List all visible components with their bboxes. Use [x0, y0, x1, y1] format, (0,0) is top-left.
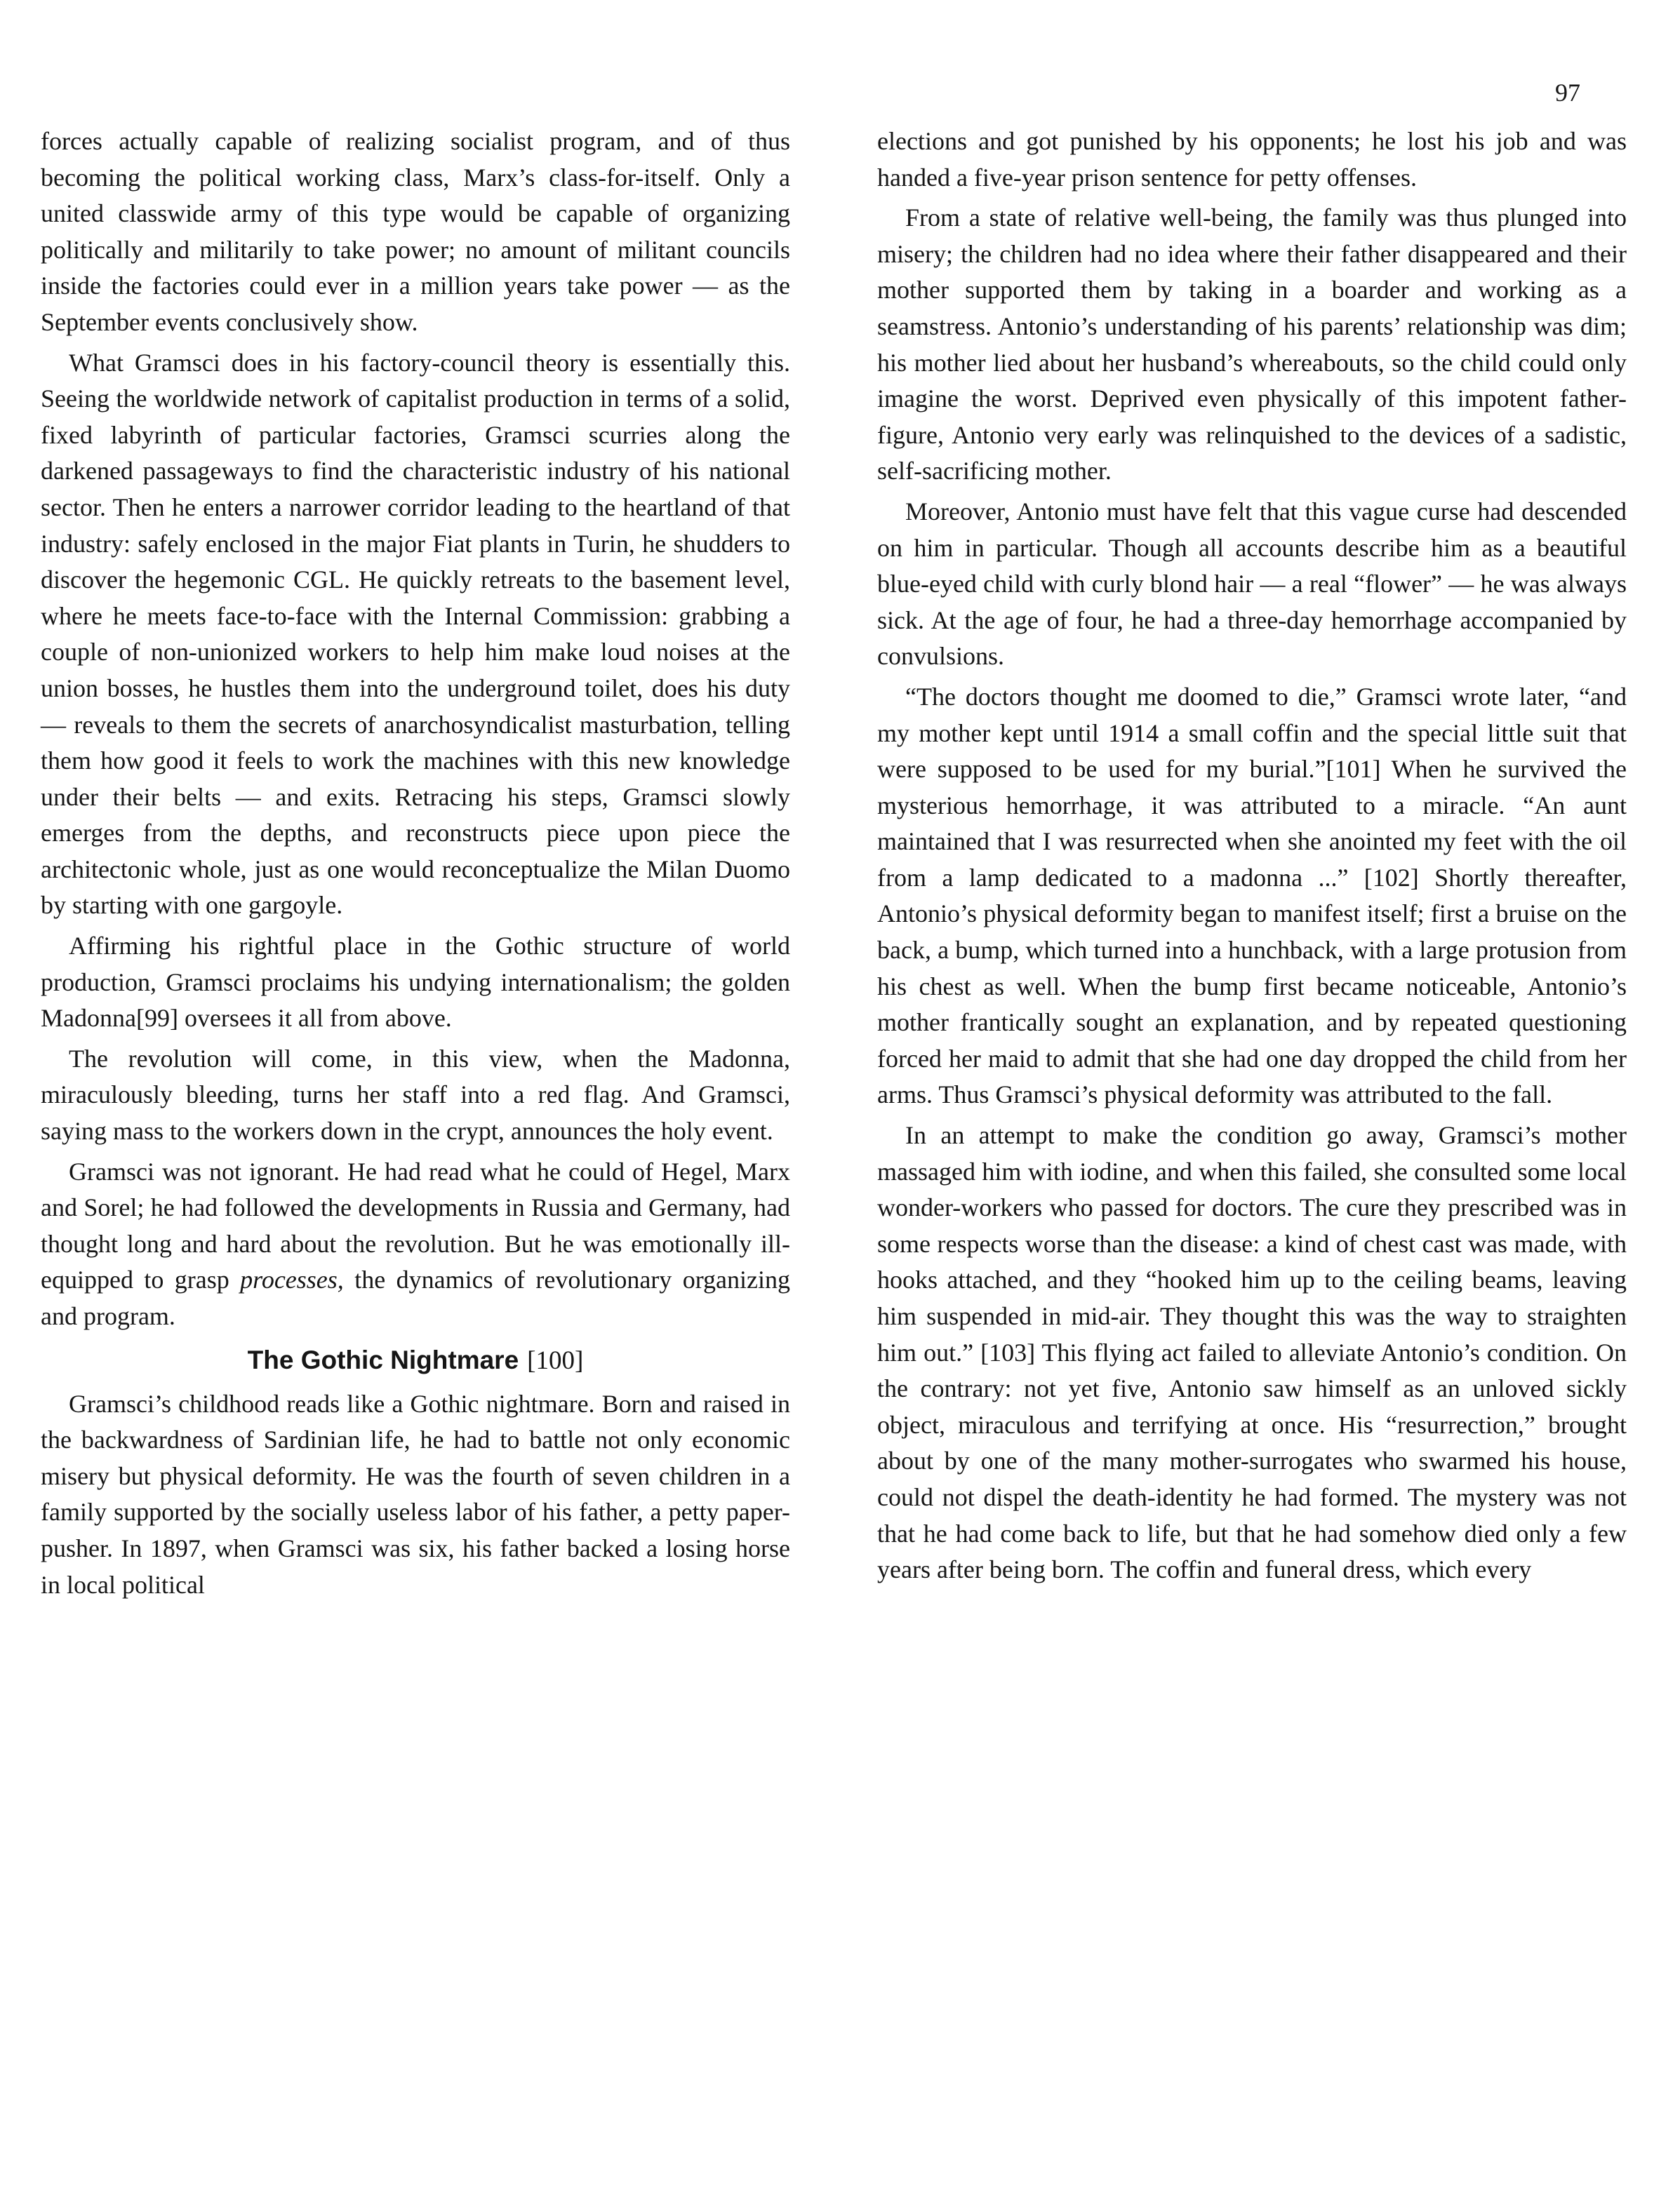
right-column [877, 123, 1627, 1593]
paragraph: What Gramsci does in his factory-council theory is essentially this. Seeing the worldwide network of capitalist production in terms of a solid, fixed labyrinth of particular factories, Gramsci scurries along the darkened passageways to find the characteristic industry of his national sector. Then he enters a narrower corridor leading to the heartland of that industry: safely enclosed in the major Fiat plants in Turin, he shudders to discover the hegemonic CGL. He quickly retreats to the basement level, where he meets face-to-face with the Internal Commission: grabbing a couple of non-unionized workers to help him make loud noises at the union bosses, he hustles them into the underground toilet, does his duty — reveals to them the secrets of anarchosyndicalist masturbation, telling them how good it feels to work the machines with this new knowledge under their belts — and exits. Retracing his steps, Gramsci slowly emerges from the depths, and reconstructs piece upon piece the architectonic whole, just as one would reconceptualize the Milan Duomo by starting with one gargoyle. [41, 348, 790, 920]
paragraph-text: the dynamics of revolutionary organizing and program. [41, 1266, 790, 1330]
paragraph: Affirming his rightful place in the Gothic structure of world production, Gramsci proclaims his undying internationalism; the golden Madonna[99] oversees it all from above. [41, 932, 790, 1033]
page-number: 97 [1555, 79, 1580, 107]
emphasis-text: processes, [240, 1266, 344, 1294]
section-heading [41, 1341, 790, 1381]
paragraph [41, 1154, 790, 1335]
paragraph: “The doctors thought me doomed to die,” Gramsci wrote later, “and my mother kept until 1914 a small coffin and the special little suit that were supposed to be used for my burial.”[101] When he survived the mysterious hemorrhage, it was attributed to a miracle. “An aunt maintained that I was resurrected when she anointed my feet with the oil from a lamp dedicated to a madonna ...” [102] Shortly thereafter, Antonio’s physical deformity began to manifest itself; first a bruise on the back, a bump, which turned into a hunchback, with a large protusion from his chest as well. When the bump first became noticeable, Antonio’s mother frantically sought an explanation, and by repeated questioning forced her maid to admit that she had one day dropped the child from her arms. Thus Gramsci’s physical deformity was attributed to the fall. [877, 682, 1627, 1109]
paragraph-continued: forces actually capable of realizing socialist program, and of thus becoming the political working class, Marx’s class-for-itself. Only a united classwide army of this type would be capable of organizing politically and militarily to take power; no amount of militant councils inside the factories could ever in a million years take power — as the September events conclusively show. [41, 127, 790, 336]
left-column [41, 123, 790, 1607]
paragraph: Moreover, Antonio must have felt that this vague curse had descended on him in particular. Though all accounts describe him as a beautiful blue-eyed child with curly blond hair — a real “flower” — he was always sick. At the age of four, he had a three-day hemorrhage accompanied by convulsions. [877, 497, 1627, 671]
paragraph-text: Gramsci was not ignorant. He had read what he could of Hegel, Marx and Sorel; he had followed the developments in Russia and Germany, had thought long and hard about the revolution. But he was emotionally ill-equipped to grasp [41, 1157, 790, 1294]
paragraph: Gramsci’s childhood reads like a Gothic nightmare. Born and raised in the backwardness of Sardinian life, he had to battle not only economic misery but physical deformity. He was the fourth of seven children in a family supported by the socially useless labor of his father, a petty paper-pusher. In 1897, when Gramsci was six, his father backed a losing horse in local political [41, 1389, 790, 1599]
section-heading-reference: [100] [527, 1346, 584, 1375]
paragraph: In an attempt to make the condition go away, Gramsci’s mother massaged him with iodine, and when this failed, she consulted some local wonder-workers who passed for doctors. The cure they prescribed was in some respects worse than the disease: a kind of chest cast was made, with hooks attached, and they “hooked him up to the ceiling beams, leaving him suspended in mid-air. They thought this was the way to straighten him out.” [103] This flying act failed to alleviate Antonio’s condition. On the contrary: not yet five, Antonio saw himself as an unloved sickly object, miraculous and terrifying at once. His “resurrection,” brought about by one of the many mother-surrogates who swarmed his house, could not dispel the death-identity he had formed. The mystery was not that he had come back to life, but that he had somehow died only a few years after being born. The coffin and funeral dress, which every [877, 1121, 1627, 1584]
paragraph: From a state of relative well-being, the family was thus plunged into misery; the children had no idea where their father disappeared and their mother supported them by taking in a boarder and working as a seamstress. Antonio’s understanding of his parents’ relationship was dim; his mother lied about her husband’s whereabouts, so the child could only imagine the worst. Deprived even physically of this impotent father-figure, Antonio very early was relinquished to the devices of a sadistic, self-sacrificing mother. [877, 203, 1627, 485]
paragraph: The revolution will come, in this view, when the Madonna, miraculously bleeding, turns her staff into a red flag. And Gramsci, saying mass to the workers down in the crypt, announces the holy event. [41, 1044, 790, 1146]
paragraph-continued: elections and got punished by his opponents; he lost his job and was handed a five-year prison sentence for petty offenses. [877, 127, 1627, 192]
section-heading-title: The Gothic Nightmare [247, 1345, 519, 1374]
